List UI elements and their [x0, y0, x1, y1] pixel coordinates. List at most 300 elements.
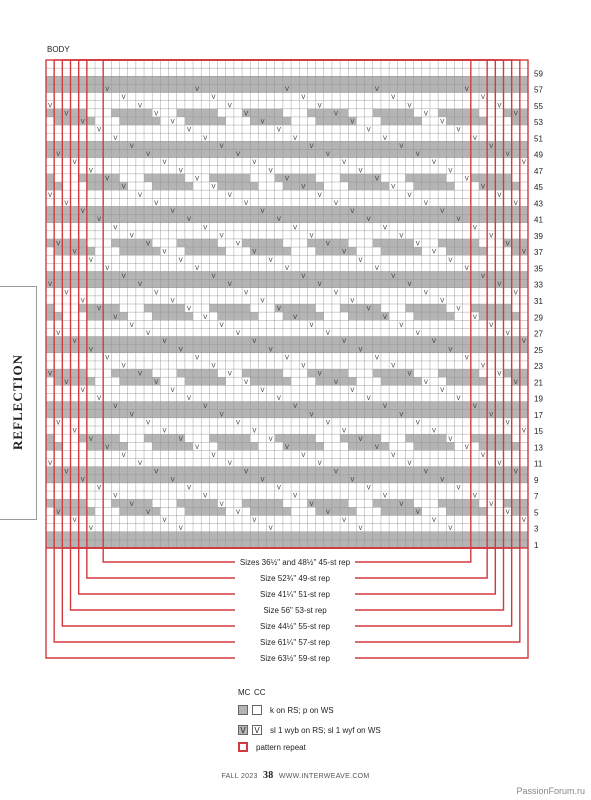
svg-text:V: V	[423, 111, 428, 118]
svg-text:V: V	[391, 184, 396, 191]
svg-text:V: V	[440, 209, 445, 216]
svg-text:V: V	[505, 152, 510, 159]
svg-text:V: V	[481, 274, 486, 281]
svg-text:V: V	[317, 103, 322, 110]
svg-text:V: V	[64, 469, 69, 476]
svg-text:V: V	[521, 160, 526, 167]
legend-slip-mc-swatch: V	[238, 725, 248, 735]
svg-text:V: V	[472, 225, 477, 232]
svg-text:V: V	[342, 518, 347, 525]
svg-text:V: V	[56, 152, 61, 159]
svg-text:V: V	[432, 428, 437, 435]
svg-text:V: V	[260, 209, 265, 216]
svg-text:V: V	[178, 347, 183, 354]
svg-text:V: V	[325, 420, 330, 427]
svg-text:V: V	[129, 322, 134, 329]
svg-text:V: V	[252, 249, 257, 256]
legend-text: pattern repeat	[256, 742, 306, 752]
svg-text:V: V	[72, 518, 77, 525]
svg-text:V: V	[415, 152, 420, 159]
svg-text:V: V	[456, 306, 461, 313]
svg-text:V: V	[227, 461, 232, 468]
svg-text:V: V	[162, 428, 167, 435]
svg-text:V: V	[80, 119, 85, 126]
row-number: 23	[534, 362, 543, 372]
svg-text:V: V	[195, 87, 200, 94]
page-number: 38	[263, 770, 274, 781]
svg-text:V: V	[105, 176, 110, 183]
svg-text:V: V	[391, 274, 396, 281]
svg-text:V: V	[284, 176, 290, 183]
svg-text:V: V	[260, 387, 265, 394]
svg-text:V: V	[366, 127, 371, 134]
svg-text:V: V	[113, 225, 118, 232]
svg-text:V: V	[137, 282, 142, 289]
watermark: PassionForum.ru	[516, 786, 585, 796]
svg-text:V: V	[170, 119, 175, 126]
svg-text:V: V	[399, 233, 404, 240]
svg-text:V: V	[48, 192, 53, 199]
svg-text:V: V	[284, 444, 290, 451]
svg-text:V: V	[64, 111, 69, 118]
svg-text:V: V	[456, 396, 461, 403]
svg-text:V: V	[301, 95, 306, 102]
svg-text:V: V	[154, 469, 159, 476]
svg-text:V: V	[252, 428, 257, 435]
svg-text:V: V	[88, 526, 93, 533]
svg-text:V: V	[472, 135, 477, 142]
svg-text:V: V	[293, 314, 298, 321]
svg-text:V: V	[154, 379, 159, 386]
svg-text:V: V	[472, 404, 477, 411]
svg-text:V: V	[129, 501, 134, 508]
repeat-label: Size 63½" 59-st rep	[260, 654, 330, 663]
svg-text:V: V	[252, 160, 257, 167]
svg-text:V: V	[97, 485, 102, 492]
row-number: 19	[534, 394, 543, 404]
svg-text:V: V	[432, 518, 437, 525]
row-number: 57	[534, 85, 543, 95]
svg-text:V: V	[448, 526, 453, 533]
svg-text:V: V	[64, 200, 69, 207]
row-number: 15	[534, 427, 543, 437]
svg-text:V: V	[244, 290, 249, 297]
svg-text:V: V	[113, 493, 118, 500]
svg-text:V: V	[309, 143, 314, 150]
svg-text:V: V	[448, 436, 453, 443]
svg-text:V: V	[105, 355, 110, 362]
row-number: 21	[534, 378, 543, 388]
svg-text:V: V	[399, 322, 404, 329]
svg-text:V: V	[407, 103, 412, 110]
svg-text:V: V	[407, 192, 412, 199]
svg-text:V: V	[521, 428, 526, 435]
svg-text:V: V	[211, 453, 216, 460]
svg-text:V: V	[293, 404, 298, 411]
row-number: 25	[534, 345, 543, 355]
svg-text:V: V	[146, 241, 151, 248]
svg-text:V: V	[268, 526, 273, 533]
svg-text:V: V	[440, 387, 445, 394]
svg-text:V: V	[497, 461, 502, 468]
svg-text:V: V	[374, 355, 379, 362]
row-number: 47	[534, 166, 543, 176]
svg-text:V: V	[383, 135, 388, 142]
svg-text:V: V	[505, 241, 510, 248]
page-footer	[0, 770, 591, 781]
svg-text:V: V	[252, 339, 257, 346]
svg-text:V: V	[137, 371, 142, 378]
legend-cc-label: CC	[254, 688, 266, 697]
section-title: REFLECTION	[10, 354, 25, 450]
svg-text:V: V	[137, 103, 142, 110]
svg-text:V: V	[162, 160, 167, 167]
svg-text:V: V	[513, 200, 518, 207]
svg-text:V: V	[334, 379, 339, 386]
svg-text:V: V	[121, 363, 126, 370]
svg-text:V: V	[268, 436, 273, 443]
svg-text:V: V	[146, 331, 151, 338]
svg-text:V: V	[56, 509, 61, 516]
svg-text:V: V	[448, 347, 453, 354]
svg-text:V: V	[358, 257, 363, 264]
svg-text:V: V	[415, 509, 420, 516]
svg-text:V: V	[497, 371, 502, 378]
legend-item-knit	[238, 704, 334, 716]
svg-text:V: V	[203, 314, 208, 321]
svg-text:V: V	[186, 396, 191, 403]
svg-text:V: V	[513, 379, 518, 386]
svg-text:V: V	[219, 233, 224, 240]
svg-text:V: V	[521, 249, 526, 256]
svg-text:V: V	[276, 396, 281, 403]
svg-text:V: V	[415, 420, 420, 427]
svg-text:V: V	[325, 509, 330, 516]
svg-text:V: V	[497, 282, 502, 289]
legend-item-repeat	[238, 741, 306, 753]
svg-text:V: V	[227, 371, 232, 378]
svg-text:V: V	[121, 95, 126, 102]
svg-text:V: V	[399, 501, 404, 508]
svg-text:V: V	[195, 444, 200, 451]
svg-text:V: V	[105, 87, 110, 94]
svg-text:V: V	[178, 168, 183, 175]
svg-text:V: V	[252, 518, 257, 525]
svg-text:V: V	[219, 412, 224, 419]
svg-text:V: V	[244, 200, 249, 207]
row-number: 31	[534, 297, 543, 306]
svg-text:V: V	[440, 298, 445, 305]
svg-text:V: V	[260, 298, 265, 305]
svg-text:V: V	[399, 143, 404, 150]
svg-text:V: V	[203, 135, 208, 142]
svg-text:V: V	[227, 103, 232, 110]
svg-text:V: V	[366, 217, 371, 224]
svg-text:V: V	[383, 225, 388, 232]
svg-text:V: V	[489, 143, 494, 150]
repeat-label: Size 44½" 55-st rep	[260, 622, 330, 631]
svg-text:V: V	[391, 95, 396, 102]
svg-text:V: V	[276, 127, 281, 134]
svg-text:V: V	[211, 363, 216, 370]
svg-text:V: V	[72, 249, 77, 256]
svg-text:V: V	[48, 282, 53, 289]
svg-text:V: V	[186, 485, 191, 492]
svg-text:V: V	[374, 87, 379, 94]
svg-text:V: V	[440, 119, 445, 126]
svg-text:V: V	[521, 518, 526, 525]
svg-text:V: V	[235, 509, 240, 516]
svg-text:V: V	[448, 257, 453, 264]
svg-text:V: V	[186, 306, 191, 313]
row-number: 29	[534, 313, 543, 323]
svg-text:V: V	[162, 249, 167, 256]
svg-text:V: V	[56, 331, 61, 338]
svg-text:V: V	[325, 152, 330, 159]
svg-text:V: V	[88, 257, 93, 264]
svg-text:V: V	[342, 249, 347, 256]
row-number: 43	[534, 199, 543, 209]
svg-text:V: V	[219, 322, 224, 329]
svg-text:V: V	[350, 477, 355, 484]
svg-text:V: V	[489, 501, 494, 508]
legend-text: sl 1 wyb on RS; sl 1 wyf on WS	[270, 725, 381, 735]
svg-text:V: V	[219, 501, 224, 508]
svg-text:V: V	[432, 160, 437, 167]
svg-text:V: V	[423, 379, 428, 386]
svg-text:V: V	[489, 322, 494, 329]
svg-text:V: V	[301, 274, 306, 281]
svg-text:V: V	[505, 509, 510, 516]
svg-text:V: V	[105, 265, 110, 272]
svg-text:V: V	[129, 412, 134, 419]
svg-text:V: V	[301, 184, 306, 191]
svg-text:V: V	[88, 347, 93, 354]
svg-text:V: V	[334, 290, 339, 297]
svg-text:V: V	[97, 217, 102, 224]
svg-text:V: V	[374, 176, 379, 183]
svg-text:V: V	[407, 461, 412, 468]
svg-text:V: V	[366, 396, 371, 403]
svg-text:V: V	[121, 184, 126, 191]
svg-text:V: V	[268, 168, 273, 175]
svg-text:V: V	[113, 135, 118, 142]
svg-text:V: V	[472, 493, 477, 500]
svg-text:V: V	[211, 274, 216, 281]
svg-text:V: V	[146, 420, 151, 427]
repeat-label: Size 52¾" 49-st rep	[260, 574, 330, 583]
svg-text:V: V	[129, 143, 134, 150]
svg-text:V: V	[350, 387, 355, 394]
repeat-label: Size 41¼" 51-st rep	[260, 590, 330, 599]
svg-text:V: V	[121, 274, 126, 281]
svg-text:V: V	[383, 493, 388, 500]
svg-text:V: V	[268, 257, 273, 264]
svg-text:V: V	[334, 111, 339, 118]
svg-text:V: V	[56, 241, 61, 248]
svg-text:V: V	[505, 420, 510, 427]
row-number: 9	[534, 475, 539, 485]
svg-text:V: V	[423, 290, 428, 297]
svg-text:V: V	[97, 396, 102, 403]
row-number: 33	[534, 280, 543, 290]
svg-text:V: V	[227, 192, 232, 199]
row-number: 3	[534, 524, 539, 534]
svg-text:V: V	[383, 404, 388, 411]
svg-text:V: V	[423, 469, 428, 476]
svg-text:V: V	[211, 95, 216, 102]
row-number: 35	[534, 264, 543, 274]
legend-slip-cc-swatch: V	[252, 725, 262, 735]
svg-text:V: V	[170, 209, 175, 216]
row-number: 5	[534, 508, 539, 518]
svg-text:V: V	[276, 217, 281, 224]
row-number: 53	[534, 118, 543, 128]
svg-text:V: V	[497, 192, 502, 199]
row-number: 51	[534, 134, 543, 144]
repeat-label: Sizes 36½" and 48½" 45-st rep	[239, 558, 351, 567]
svg-text:V: V	[391, 453, 396, 460]
svg-text:V: V	[80, 298, 85, 305]
svg-text:V: V	[350, 209, 355, 216]
svg-text:V: V	[472, 314, 477, 321]
svg-text:V: V	[309, 233, 314, 240]
svg-text:V: V	[521, 339, 526, 346]
svg-text:V: V	[423, 200, 428, 207]
svg-text:V: V	[399, 412, 404, 419]
legend-repeat-swatch	[238, 742, 248, 752]
svg-text:V: V	[456, 485, 461, 492]
svg-text:V: V	[195, 265, 200, 272]
svg-text:V: V	[162, 339, 167, 346]
svg-text:V: V	[301, 363, 306, 370]
legend-text: k on RS; p on WS	[270, 705, 334, 715]
svg-text:V: V	[113, 314, 118, 321]
svg-text:V: V	[178, 526, 183, 533]
svg-text:V: V	[48, 103, 53, 110]
svg-text:V: V	[358, 436, 363, 443]
svg-text:V: V	[72, 428, 77, 435]
svg-text:V: V	[121, 453, 126, 460]
svg-text:V: V	[391, 363, 396, 370]
svg-text:V: V	[88, 436, 93, 443]
svg-text:V: V	[178, 436, 183, 443]
svg-text:V: V	[342, 160, 347, 167]
svg-text:V: V	[513, 469, 518, 476]
svg-text:V: V	[203, 404, 208, 411]
svg-text:V: V	[358, 526, 363, 533]
svg-text:V: V	[113, 404, 118, 411]
svg-text:V: V	[72, 339, 77, 346]
svg-text:V: V	[489, 233, 494, 240]
svg-text:V: V	[505, 331, 510, 338]
svg-text:V: V	[137, 461, 142, 468]
svg-text:V: V	[284, 87, 290, 94]
svg-text:V: V	[497, 103, 502, 110]
svg-text:V: V	[203, 493, 208, 500]
svg-text:V: V	[317, 461, 322, 468]
svg-text:V: V	[284, 355, 290, 362]
svg-text:V: V	[195, 355, 200, 362]
svg-text:V: V	[186, 217, 191, 224]
svg-text:V: V	[235, 241, 240, 248]
svg-text:V: V	[489, 412, 494, 419]
row-number: 55	[534, 101, 543, 111]
svg-text:V: V	[358, 347, 363, 354]
svg-text:V: V	[481, 95, 486, 102]
svg-text:V: V	[293, 135, 298, 142]
row-number: 7	[534, 492, 539, 502]
svg-text:V: V	[456, 217, 461, 224]
svg-text:V: V	[317, 192, 322, 199]
svg-text:V: V	[350, 298, 355, 305]
svg-text:V: V	[72, 160, 77, 167]
svg-text:V: V	[342, 428, 347, 435]
svg-text:V: V	[260, 119, 265, 126]
svg-text:V: V	[481, 363, 486, 370]
svg-text:V: V	[309, 412, 314, 419]
svg-text:V: V	[97, 306, 102, 313]
svg-text:V: V	[293, 225, 298, 232]
svg-text:V: V	[186, 127, 191, 134]
row-number: 27	[534, 329, 543, 339]
footer-site: WWW.INTERWEAVE.COM	[278, 773, 370, 780]
legend-cc-swatch	[252, 705, 262, 715]
svg-text:V: V	[80, 387, 85, 394]
svg-text:V: V	[260, 477, 265, 484]
svg-text:V: V	[464, 87, 469, 94]
svg-text:V: V	[374, 265, 379, 272]
svg-text:V: V	[244, 111, 249, 118]
svg-text:V: V	[374, 444, 379, 451]
svg-text:V: V	[203, 225, 208, 232]
row-number: 45	[534, 183, 543, 193]
svg-text:V: V	[448, 168, 453, 175]
svg-text:V: V	[513, 290, 518, 297]
svg-text:V: V	[366, 485, 371, 492]
svg-text:V: V	[154, 290, 159, 297]
svg-text:V: V	[244, 379, 249, 386]
svg-text:V: V	[219, 143, 224, 150]
svg-text:V: V	[407, 371, 412, 378]
svg-text:V: V	[481, 184, 486, 191]
svg-text:V: V	[325, 331, 330, 338]
svg-text:V: V	[146, 152, 151, 159]
svg-text:V: V	[350, 119, 355, 126]
svg-text:V: V	[64, 290, 69, 297]
svg-text:V: V	[456, 127, 461, 134]
row-number: 59	[534, 69, 543, 79]
svg-text:V: V	[146, 509, 151, 516]
svg-text:V: V	[80, 477, 85, 484]
svg-text:V: V	[464, 444, 469, 451]
row-number: 13	[534, 443, 543, 453]
svg-text:V: V	[105, 444, 110, 451]
repeat-label: Size 56" 53-st rep	[263, 606, 327, 615]
row-number: 11	[534, 459, 543, 469]
svg-text:V: V	[383, 314, 388, 321]
svg-text:V: V	[235, 331, 240, 338]
svg-text:V: V	[162, 518, 167, 525]
svg-text:V: V	[88, 168, 93, 175]
row-number: 49	[534, 150, 543, 160]
svg-text:V: V	[129, 233, 134, 240]
svg-text:V: V	[268, 347, 273, 354]
svg-text:V: V	[178, 257, 183, 264]
svg-text:V: V	[276, 485, 281, 492]
svg-text:V: V	[464, 355, 469, 362]
repeat-label: Size 61¼" 57-st rep	[260, 638, 330, 647]
